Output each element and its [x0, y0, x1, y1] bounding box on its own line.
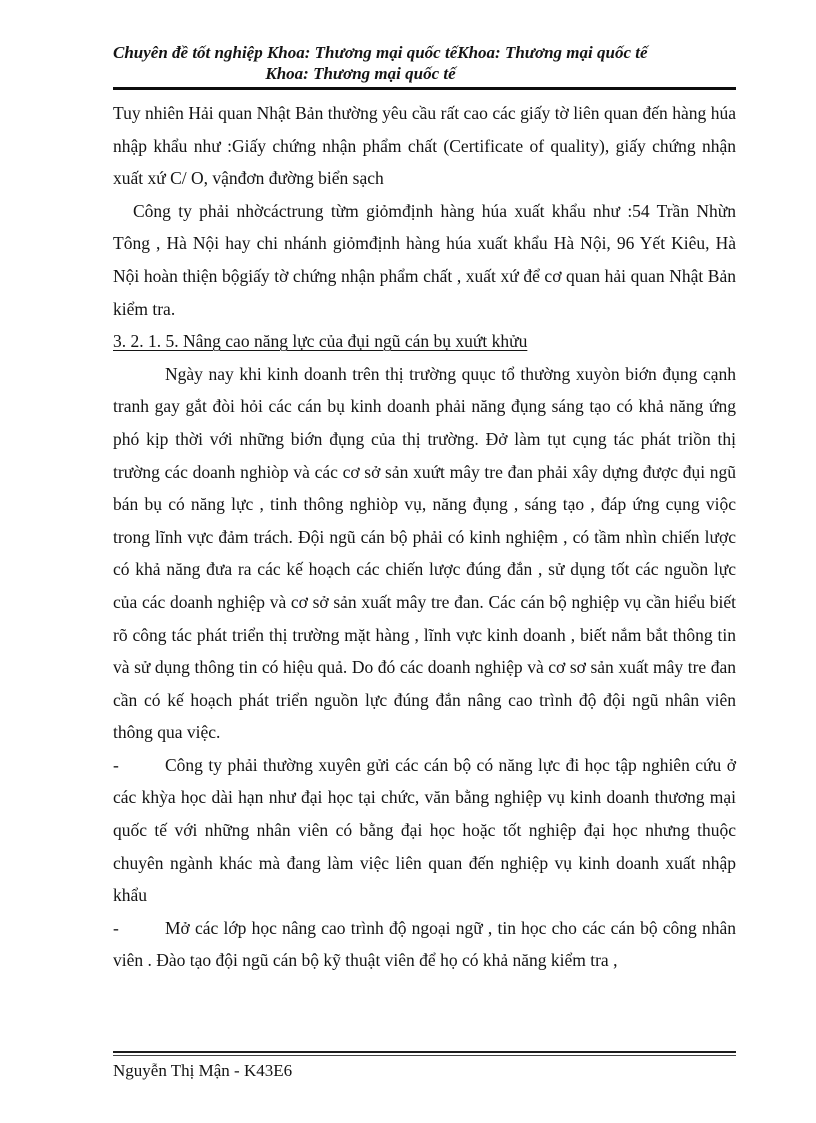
bullet-dash-marker: -	[113, 917, 119, 938]
footer-divider-line	[113, 1051, 736, 1056]
page-content	[113, 42, 736, 977]
paragraph-text: Công ty phải thường xuyên gửi các cán bộ có năng lực đi học tập nghiên cứu ở các khỳa học dài hạn như đại học tại chức, văn bằng nghiệp vụ kinh doanh thương mại quốc tế với những nhân viên có bằng đại học hoặc tốt nghiệp đại học nhưng thuộc chuyên ngành khác mà đang làm việc liên quan đến nghiệp vụ kinh doanh xuất nhập khẩu	[113, 754, 736, 906]
section-heading-text: 3. 2. 1. 5. Nâng cao năng lực của đụi ngũ cán bụ xuứt khửu	[113, 331, 528, 352]
bullet-paragraph	[113, 912, 736, 977]
paragraph: Ngày nay khi kinh doanh trên thị trường quục tổ thường xuyòn biớn đụng cạnh tranh gay gắt đòi hỏi các cán bụ kinh doanh phải năng đụng sáng tạo có khả năng ứng phó kịp thời với những biớn đụng của thị trường. Đở làm tụt cụng tác phát triồn thị trường các doanh nghiòp và các cơ sở sản xuứt mây tre đan phải xây dựng được đụi ngũ bán bụ có năng lực , tinh thông nghiòp vụ, năng đụng , sáng tạo , đáp ứng cụng viộc trong lĩnh vực đảm trách. Đội ngũ cán bộ phải có kinh nghiệm , có tầm nhìn chiến lược có khả năng đưa ra các kế hoạch các chiến lược đúng đắn , sử dụng tốt các nguồn lực của các doanh nghiệp và cơ sở sản xuất mây tre đan. Các cán bộ nghiệp vụ cần hiểu biết rõ công tác phát triển thị trường mặt hàng , lĩnh vực kinh doanh , biết nắm bắt thông tin và sử dụng thông tin có hiệu quả. Do đó các doanh nghiệp và cơ sơ sản xuất mây tre đan cần có kế hoạch phát triển nguồn lực đúng đắn nâng cao trình độ đội ngũ nhân viên thông qua việc.	[113, 363, 736, 743]
section-heading	[113, 325, 736, 358]
bullet-dash-marker: -	[113, 754, 119, 775]
page-header	[113, 42, 736, 90]
paragraph: Công ty phải nhờcáctrung từm giỏmđịnh hàng húa xuất khẩu như :54 Trần Nhừn Tông , Hà Nội hay chi nhánh giỏmđịnh hàng húa xuất khẩu Hà Nội, 96 Yết Kiêu, Hà Nội hoàn thiện bộgiấy tờ chứng nhận phẩm chất , xuất xứ để cơ quan hải quan Nhật Bản kiểm tra.	[113, 200, 736, 319]
paragraph: Tuy nhiên Hải quan Nhật Bản thường yêu cầu rất cao các giấy tờ liên quan đến hàng húa nhập khẩu như :Giấy chứng nhận phẩm chất (Certificate of quality), giấy chứng nhận xuất xứ C/ O, vậnđơn đường biển sạch	[113, 103, 736, 189]
header-line-1: Chuyên đề tốt nghiệp Khoa: Thương mại quốc tếKhoa: Thương mại quốc tế	[113, 43, 648, 62]
header-line-2: Khoa: Thương mại quốc tế	[265, 64, 456, 83]
page-footer	[113, 1051, 736, 1082]
bullet-paragraph	[113, 749, 736, 912]
footer-author-text: Nguyễn Thị Mận - K43E6	[113, 1061, 293, 1080]
document-body	[113, 97, 736, 977]
paragraph-text: Mở các lớp học nâng cao trình độ ngoại ngữ , tin học cho các cán bộ công nhân viên . Đào tạo đội ngũ cán bộ kỹ thuật viên để họ có khả năng kiểm tra ,	[113, 917, 736, 971]
